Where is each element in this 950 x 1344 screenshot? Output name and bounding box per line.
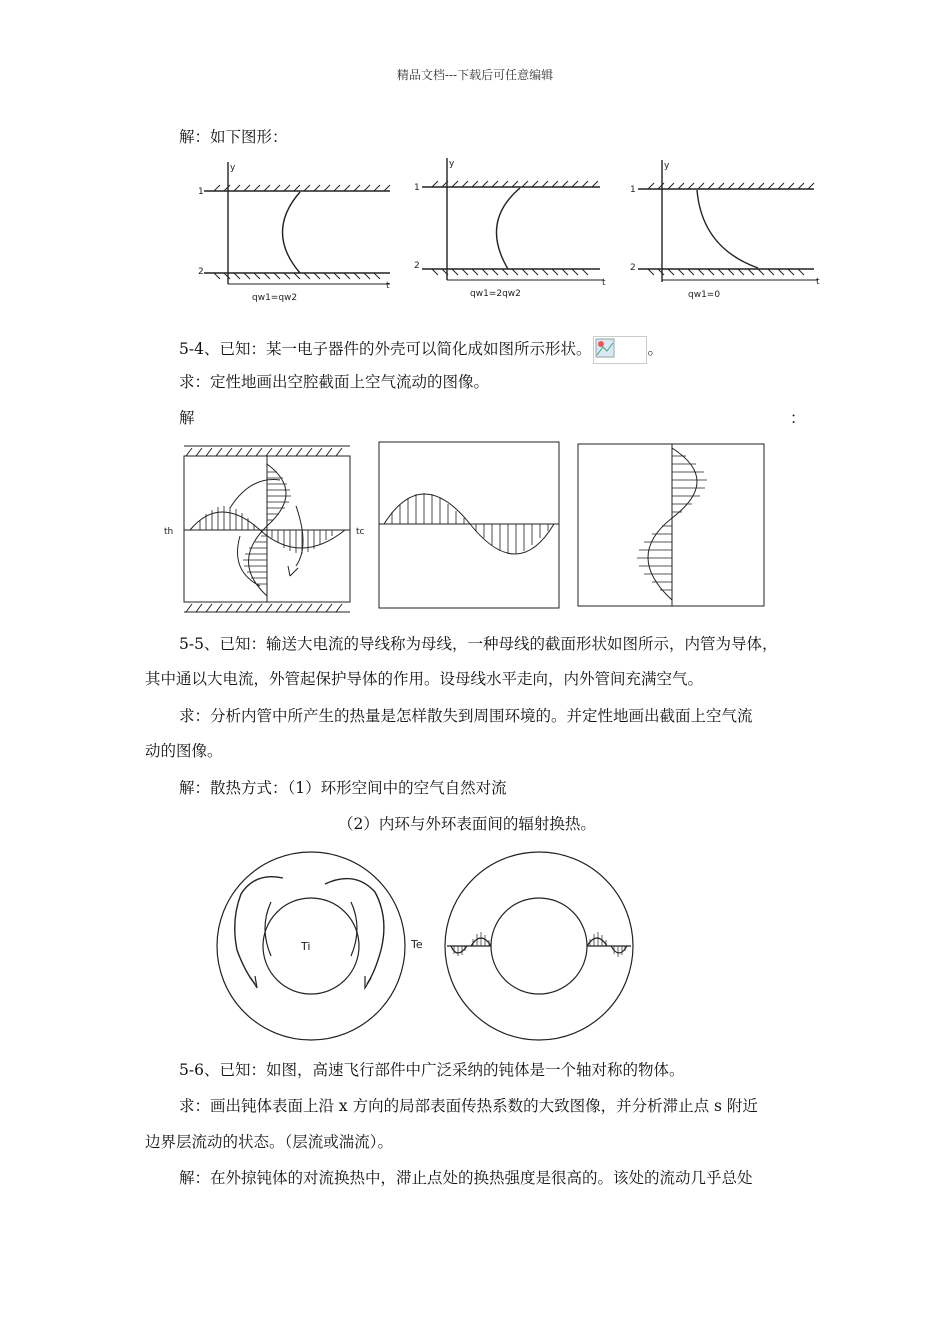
caption-3: qw1=0 xyxy=(688,290,721,300)
text-line: 解：如下图形： xyxy=(179,128,288,146)
annulus-flow-figure xyxy=(205,848,645,1044)
text-line: 求：分析内管中所产生的热量是怎样散失到周围环境的。并定性地画出截面上空气流 xyxy=(179,707,753,725)
cavity-flow-figure xyxy=(160,436,780,618)
page-header: 精品文档---下载后可任意编辑 xyxy=(396,68,554,82)
axis-label-t: t xyxy=(602,278,606,288)
text-line: 5-5、已知：输送大电流的导线称为母线，一种母线的截面形状如图所示，内管为导体， xyxy=(179,635,778,653)
text-line: ： xyxy=(790,409,806,427)
text-line: 求：定性地画出空腔截面上空气流动的图像。 xyxy=(179,373,490,391)
axis-label-t: t xyxy=(386,281,390,291)
plate-label-1: 1 xyxy=(414,183,420,193)
plate-label-1: 1 xyxy=(198,187,204,197)
plate-label-2: 2 xyxy=(630,263,636,273)
text-line: 解：在外掠钝体的对流换热中，滞止点处的换热强度是很高的。该处的流动几乎总处 xyxy=(179,1169,753,1187)
label-th: th xyxy=(164,527,174,537)
axis-label-y: y xyxy=(230,163,236,173)
caption-1: qw1=qw2 xyxy=(252,293,298,303)
caption-2: qw1=2qw2 xyxy=(470,289,521,299)
label-tc: tc xyxy=(356,527,365,537)
axis-label-y: y xyxy=(449,159,455,169)
text-line: 解 xyxy=(179,409,195,427)
text-line: 其中通以大电流，外管起保护导体的作用。设母线水平走向，内外管间充满空气。 xyxy=(145,670,704,688)
plate-label-2: 2 xyxy=(414,261,420,271)
text-span: 。 xyxy=(647,340,663,358)
text-line: 动的图像。 xyxy=(145,742,223,760)
label-ti: Ti xyxy=(301,940,311,953)
plate-label-2: 2 xyxy=(198,267,204,277)
text-span: 5-4、已知：某一电子器件的外壳可以简化成如图所示形状。 xyxy=(179,340,592,358)
axis-label-y: y xyxy=(664,161,670,171)
text-line: 边界层流动的状态。（层流或湍流）。 xyxy=(145,1133,394,1151)
text-line: 求：画出钝体表面上沿 x 方向的局部表面传热系数的大致图像，并分析滞止点 s 附近 xyxy=(179,1097,758,1115)
text-line: 解：散热方式：（1）环形空间中的空气自然对流 xyxy=(179,779,507,797)
velocity-profile-figure xyxy=(190,158,830,304)
label-te: Te xyxy=(411,938,423,951)
plate-label-1: 1 xyxy=(630,185,636,195)
text-line: 5-6、已知：如图，高速飞行部件中广泛采纳的钝体是一个轴对称的物体。 xyxy=(179,1061,685,1079)
text-line xyxy=(179,336,663,364)
text-line: （2）内环与外环表面间的辐射换热。 xyxy=(338,815,596,833)
axis-label-t: t xyxy=(816,277,820,287)
broken-image-icon xyxy=(593,336,647,364)
